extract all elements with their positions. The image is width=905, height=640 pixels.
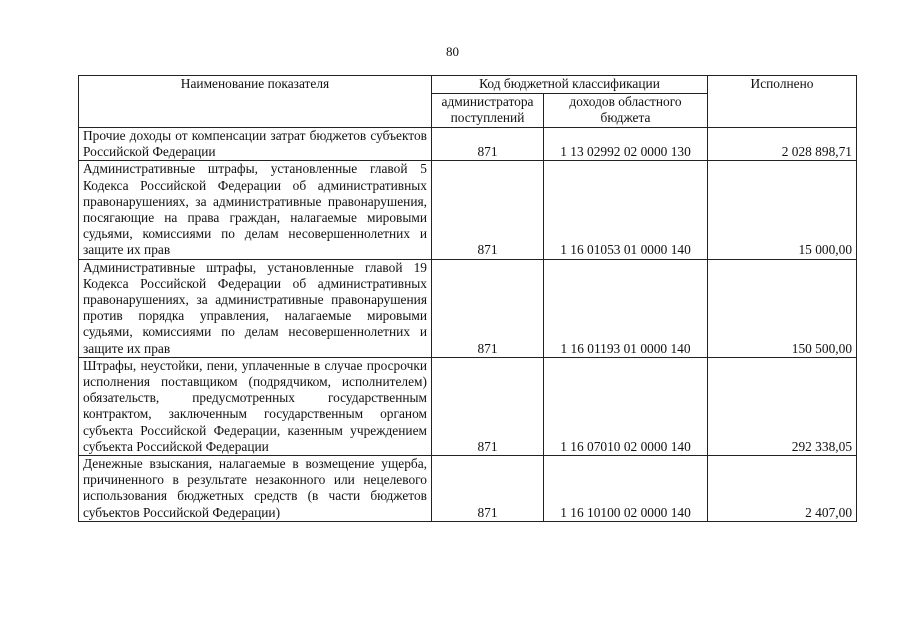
indicator-name-cell: Административные штрафы, установленные главой 19 Кодекса Российской Федерации об административных правонарушениях, за административные правонарушения против порядка управления, налагаемые мировыми судьями, комиссиями по делам несовершеннолетних и защите их прав — [79, 259, 432, 357]
income-code-cell: 1 16 10100 02 0000 140 — [544, 456, 708, 522]
table-row — [79, 128, 857, 161]
table-header-row — [79, 76, 857, 94]
table-row — [79, 456, 857, 522]
header-regional-budget-income: доходов областного бюджета — [544, 94, 708, 128]
header-administrator: администратора поступлений — [432, 94, 544, 128]
executed-amount-cell: 2 407,00 — [708, 456, 857, 522]
header-executed: Исполнено — [708, 76, 857, 128]
indicator-name-cell: Штрафы, неустойки, пени, уплаченные в случае просрочки исполнения поставщиком (подрядчиком, исполнителем) обязательств, предусмотренных государственным контрактом, заключенным государственным органом субъекта Российской Федерации, казенным учреждением субъекта Российской Федерации — [79, 357, 432, 455]
executed-amount-cell: 150 500,00 — [708, 259, 857, 357]
income-code-cell: 1 16 01193 01 0000 140 — [544, 259, 708, 357]
page-number: 80 — [446, 44, 459, 59]
administrator-code-cell: 871 — [432, 259, 544, 357]
administrator-code-cell: 871 — [432, 161, 544, 259]
indicator-name-cell: Административные штрафы, установленные главой 5 Кодекса Российской Федерации об административных правонарушениях, за административные правонарушения, посягающие на права граждан, налагаемые мировыми судьями, комиссиями по делам несовершеннолетних и защите их прав — [79, 161, 432, 259]
administrator-code-cell: 871 — [432, 128, 544, 161]
executed-amount-cell: 15 000,00 — [708, 161, 857, 259]
table-row — [79, 161, 857, 259]
budget-revenue-table — [78, 75, 857, 522]
income-code-cell: 1 13 02992 02 0000 130 — [544, 128, 708, 161]
income-code-cell: 1 16 01053 01 0000 140 — [544, 161, 708, 259]
indicator-name-cell: Прочие доходы от компенсации затрат бюджетов субъектов Российской Федерации — [79, 128, 432, 161]
income-code-cell: 1 16 07010 02 0000 140 — [544, 357, 708, 455]
administrator-code-cell: 871 — [432, 456, 544, 522]
table-row — [79, 357, 857, 455]
executed-amount-cell: 292 338,05 — [708, 357, 857, 455]
header-budget-classification-code: Код бюджетной классификации — [432, 76, 708, 94]
executed-amount-cell: 2 028 898,71 — [708, 128, 857, 161]
indicator-name-cell: Денежные взыскания, налагаемые в возмещение ущерба, причиненного в результате незаконного или нецелевого использования бюджетных средств (в части бюджетов субъектов Российской Федерации) — [79, 456, 432, 522]
header-indicator-name: Наименование показателя — [79, 76, 432, 128]
table-row — [79, 259, 857, 357]
administrator-code-cell: 871 — [432, 357, 544, 455]
